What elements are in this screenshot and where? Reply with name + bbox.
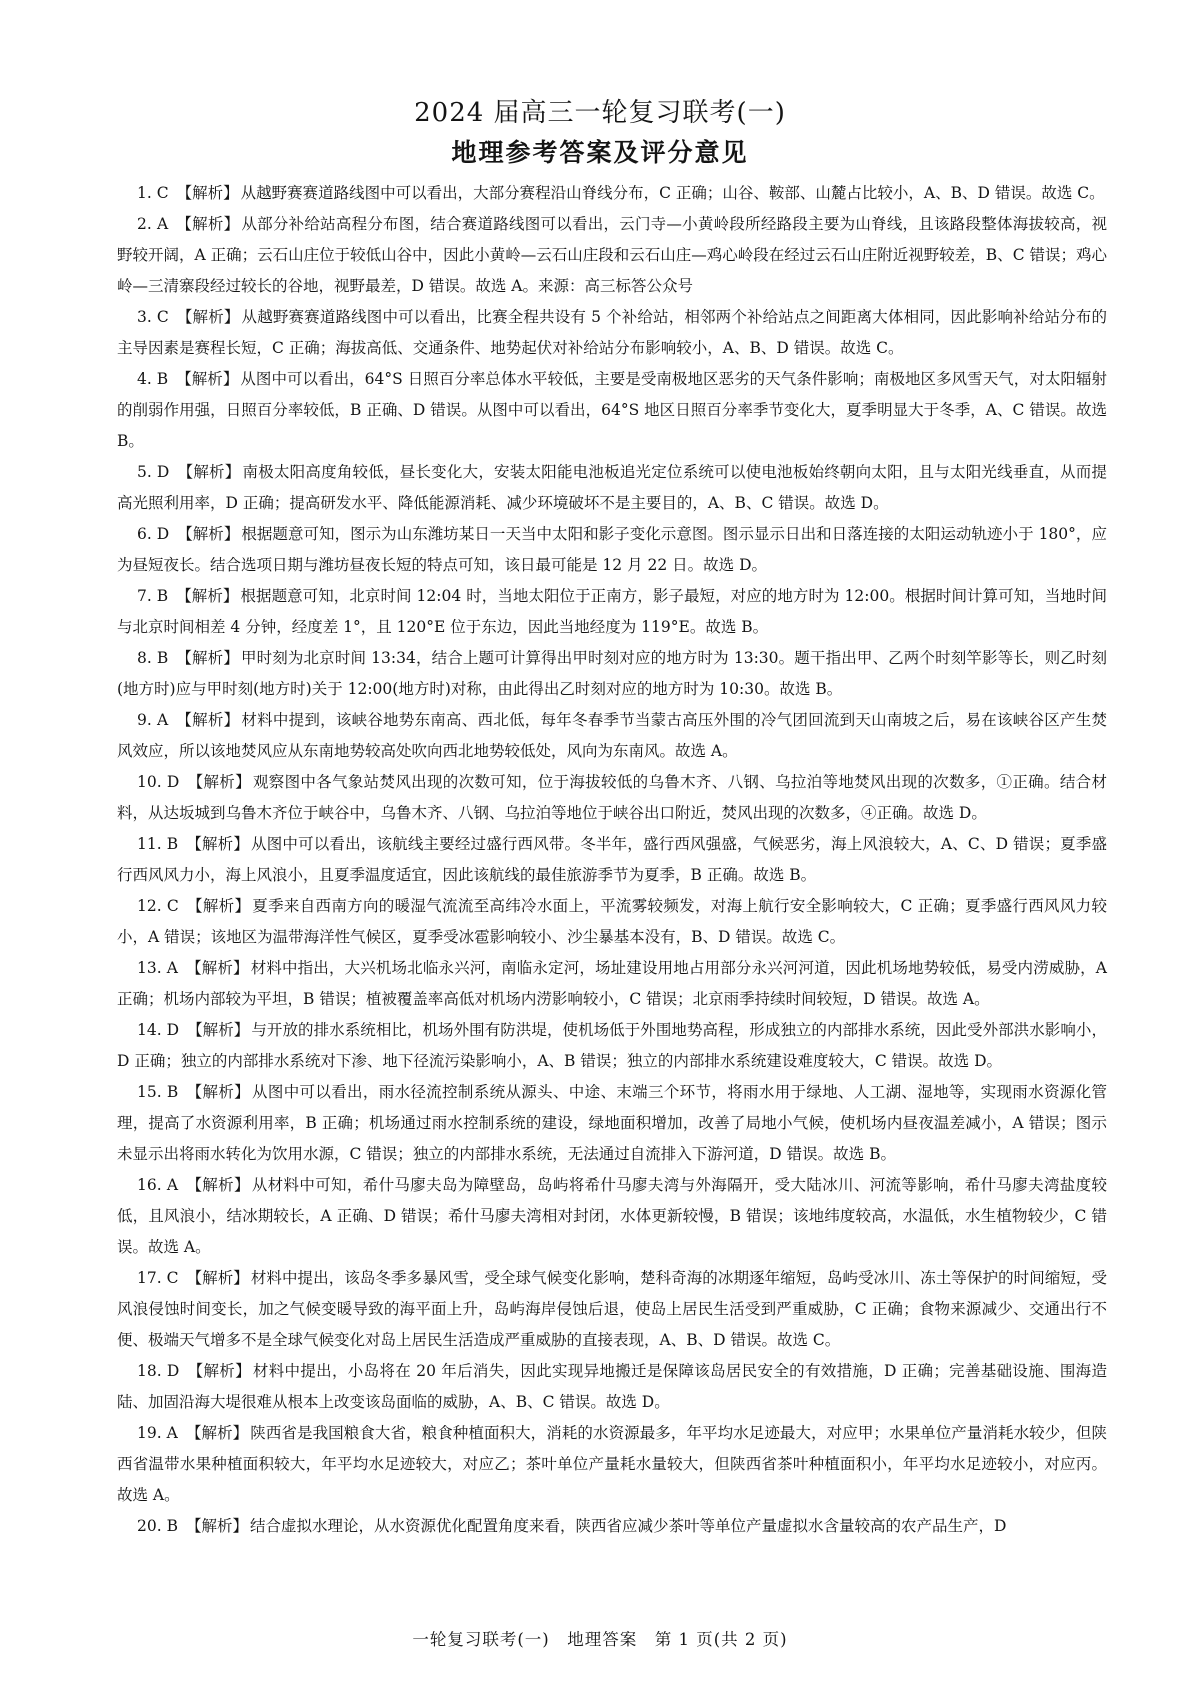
answer-explanation: 夏季来自西南方向的暖湿气流流至高纬冷水面上，平流雾较频发，对海上航行安全影响较大，C 正确；夏季盛行西风风力较小，A 错误；该地区为温带海洋性气候区，夏季受冰雹影响较小、沙尘暴基本没有，B、D 错误。故选 C。	[117, 897, 1107, 946]
answer-number: 1. C	[137, 184, 169, 202]
answer-item	[117, 953, 1107, 1015]
page-subtitle: 地理参考答案及评分意见	[451, 138, 749, 167]
answer-explanation: 从越野赛赛道路线图中可以看出，比赛全程共设有 5 个补给站，相邻两个补给站点之间距离大体相同，因此影响补给站分布的主导因素是赛程长短，C 正确；海拔高低、交通条件、地势起伏对补给站分布影响较小，A、B、D 错误。故选 C。	[117, 308, 1107, 357]
analysis-tag: 【解析】	[186, 835, 250, 853]
answer-item	[117, 1170, 1107, 1263]
answer-item	[117, 364, 1107, 457]
answer-explanation: 与开放的排水系统相比，机场外围有防洪堤，使机场低于外围地势高程，形成独立的内部排水系统，因此受外部洪水影响小，D 正确；独立的内部排水系统对下渗、地下径流污染影响小，A、B 错误；独立的内部排水系统建设难度较大，C 错误。故选 D。	[117, 1021, 1107, 1070]
answer-item	[117, 302, 1107, 364]
analysis-tag: 【解析】	[176, 649, 239, 667]
answer-number: 7. B	[137, 587, 169, 605]
answer-number: 12. C	[137, 897, 179, 915]
answer-item	[117, 1077, 1107, 1170]
analysis-tag: 【解析】	[185, 959, 249, 977]
answer-explanation: 从图中可以看出，该航线主要经过盛行西风带。冬半年，盛行西风强盛，气候恶劣，海上风浪较大，A、C、D 错误；夏季盛行西风风力小，海上风浪小，且夏季温度适宜，因此该航线的最佳旅游季节为夏季，B 正确。故选 B。	[117, 835, 1107, 884]
analysis-tag: 【解析】	[186, 1269, 249, 1287]
answer-explanation: 陕西省是我国粮食大省，粮食种植面积大，消耗的水资源最多，年平均水足迹最大，对应甲；水果单位产量消耗水较少，但陕西省温带水果种植面积较大，年平均水足迹较大，对应乙；茶叶单位产量耗水量较大，但陕西省茶叶种植面积小，年平均水足迹较小，对应丙。故选 A。	[117, 1424, 1107, 1504]
answer-number: 13. A	[137, 959, 178, 977]
answer-explanation: 材料中提到，该峡谷地势东南高、西北低，每年冬春季节当蒙古高压外围的冷气团回流到天山南坡之后，易在该峡谷区产生焚风效应，所以该地焚风应从东南地势较高处吹向西北地势较低处，风向为东南风。故选 A。	[117, 711, 1107, 760]
answer-number: 4. B	[137, 370, 169, 388]
page-title: 2024 届高三一轮复习联考(一)	[414, 98, 786, 128]
answer-item	[117, 178, 1107, 209]
answer-item	[117, 767, 1107, 829]
answer-item	[117, 643, 1107, 705]
analysis-tag: 【解析】	[186, 1176, 250, 1194]
analysis-tag: 【解析】	[185, 1517, 248, 1535]
analysis-tag: 【解析】	[177, 525, 240, 543]
answer-explanation: 从材料中可知，希什马廖夫岛为障壁岛，岛屿将希什马廖夫湾与外海隔开，受大陆冰川、河流等影响，希什马廖夫湾盐度较低，且风浪小，结冰期较长，A 正确、D 错误；希什马廖夫湾相对封闭，水体更新较慢，B 错误；该地纬度较高，水温低，水生植物较少，C 错误。故选 A。	[117, 1176, 1107, 1256]
answer-item	[117, 705, 1107, 767]
analysis-tag: 【解析】	[176, 370, 239, 388]
answer-number: 19. A	[137, 1424, 178, 1442]
analysis-tag: 【解析】	[176, 711, 240, 729]
answer-item	[117, 519, 1107, 581]
answer-explanation: 从图中可以看出，雨水径流控制系统从源头、中途、末端三个环节，将雨水用于绿地、人工湖、湿地等，实现雨水资源化管理，提高了水资源利用率，B 正确；机场通过雨水控制系统的建设，绿地面积增加，改善了局地小气候，使机场内昼夜温差减小，A 错误；图示未显示出将雨水转化为饮用水源，C 错误；独立的内部排水系统，无法通过自流排入下游河道，D 错误。故选 B。	[117, 1083, 1107, 1163]
answer-number: 5. D	[137, 463, 170, 481]
answer-number: 17. C	[137, 1269, 179, 1287]
answer-explanation: 根据题意可知，图示为山东潍坊某日一天当中太阳和影子变化示意图。图示显示日出和日落连接的太阳运动轨迹小于 180°，应为昼短夜长。结合选项日期与潍坊昼夜长短的特点可知，该日最可能是 12 月 22 日。故选 D。	[117, 525, 1107, 574]
answer-item	[117, 1015, 1107, 1077]
answer-number: 8. B	[137, 649, 169, 667]
answer-explanation: 观察图中各气象站焚风出现的次数可知，位于海拔较低的乌鲁木齐、八钢、乌拉泊等地焚风出现的次数多，①正确。结合材料，从达坂城到乌鲁木齐位于峡谷中，乌鲁木齐、八钢、乌拉泊等地位于峡谷出口附近，焚风出现的次数多，④正确。故选 D。	[117, 773, 1107, 822]
analysis-tag: 【解析】	[187, 1362, 251, 1380]
analysis-tag: 【解析】	[176, 184, 239, 202]
analysis-tag: 【解析】	[177, 463, 241, 481]
answer-explanation: 根据题意可知，北京时间 12:04 时，当地太阳位于正南方，影子最短，对应的地方时为 12:00。根据时间计算可知，当地时间与北京时间相差 4 分钟，经度差 1°，且 120°E 位于东边，因此当地经度为 119°E。故选 B。	[117, 587, 1107, 636]
answer-explanation: 结合虚拟水理论，从水资源优化配置角度来看，陕西省应减少茶叶等单位产量虚拟水含量较高的农产品生产，D	[249, 1517, 1007, 1535]
answer-item	[117, 829, 1107, 891]
analysis-tag: 【解析】	[176, 215, 240, 233]
answer-item	[117, 581, 1107, 643]
answer-explanation: 南极太阳高度角较低，昼长变化大，安装太阳能电池板追光定位系统可以使电池板始终朝向太阳，且与太阳光线垂直，从而提高光照利用率，D 正确；提高研发水平、降低能源消耗、减少环境破坏不是主要目的，A、B、C 错误。故选 D。	[117, 463, 1107, 512]
answer-explanation: 甲时刻为北京时间 13:34，结合上题可计算得出甲时刻对应的地方时为 13:30。题干指出甲、乙两个时刻竿影等长，则乙时刻(地方时)应与甲时刻(地方时)关于 12:00(地方时)对称，由此得出乙时刻对应的地方时为 10:30。故选 B。	[117, 649, 1107, 698]
answer-item	[117, 891, 1107, 953]
answer-list	[117, 178, 1107, 1542]
answer-item	[117, 1356, 1107, 1418]
answer-number: 3. C	[137, 308, 169, 326]
answer-number: 9. A	[137, 711, 169, 729]
analysis-tag: 【解析】	[186, 1083, 251, 1101]
answer-number: 6. D	[137, 525, 170, 543]
answer-explanation: 材料中提出，该岛冬季多暴风雪，受全球气候变化影响，楚科奇海的冰期逐年缩短，岛屿受冰川、冻土等保护的时间缩短，受风浪侵蚀时间变长，加之气候变暖导致的海平面上升，岛屿海岸侵蚀后退，使岛上居民生活受到严重威胁，C 正确；食物来源减少、交通出行不便、极端天气增多不是全球气候变化对岛上居民生活造成严重威胁的直接表现，A、B、D 错误。故选 C。	[117, 1269, 1107, 1349]
analysis-tag: 【解析】	[186, 897, 251, 915]
answer-explanation: 从图中可以看出，64°S 日照百分率总体水平较低，主要是受南极地区恶劣的天气条件影响；南极地区多风雪天气，对太阳辐射的削弱作用强，日照百分率较低，B 正确、D 错误。从图中可以看出，64°S 地区日照百分率季节变化大，夏季明显大于冬季，A、C 错误。故选 B。	[117, 370, 1107, 450]
answer-item	[117, 1418, 1107, 1511]
answer-number: 20. B	[137, 1517, 178, 1535]
answer-explanation: 从越野赛赛道路线图中可以看出，大部分赛程沿山脊线分布，C 正确；山谷、鞍部、山麓占比较小，A、B、D 错误。故选 C。	[240, 184, 1105, 202]
answer-number: 18. D	[137, 1362, 180, 1380]
analysis-tag: 【解析】	[176, 308, 240, 326]
answer-item	[117, 1263, 1107, 1356]
analysis-tag: 【解析】	[187, 773, 251, 791]
analysis-tag: 【解析】	[187, 1021, 250, 1039]
answer-number: 16. A	[137, 1176, 179, 1194]
answer-number: 2. A	[137, 215, 169, 233]
answer-item	[117, 457, 1107, 519]
answer-explanation: 从部分补给站高程分布图，结合赛道路线图可以看出，云门寺—小黄岭段所经路段主要为山脊线，且该路段整体海拔较高，视野较开阔，A 正确；云石山庄位于较低山谷中，因此小黄岭—云石山庄段和云石山庄—鸡心岭段在经过云石山庄附近视野较差，B、C 错误；鸡心岭—三清寨段经过较长的谷地，视野最差，D 错误。故选 A。来源：高三标答公众号	[117, 215, 1107, 295]
answer-number: 14. D	[137, 1021, 180, 1039]
analysis-tag: 【解析】	[185, 1424, 249, 1442]
page-footer: 一轮复习联考(一) 地理答案 第 1 页(共 2 页)	[412, 1630, 788, 1649]
answer-item	[117, 1511, 1107, 1542]
answer-number: 10. D	[137, 773, 180, 791]
answer-explanation: 材料中指出，大兴机场北临永兴河，南临永定河，场址建设用地占用部分永兴河河道，因此机场地势较低，易受内涝威胁，A 正确；机场内部较为平坦，B 错误；植被覆盖率高低对机场内涝影响较小，C 错误；北京雨季持续时间较短，D 错误。故选 A。	[117, 959, 1107, 1008]
analysis-tag: 【解析】	[176, 587, 239, 605]
answer-item	[117, 209, 1107, 302]
answer-explanation: 材料中提出，小岛将在 20 年后消失，因此实现异地搬迁是保障该岛居民安全的有效措施，D 正确；完善基础设施、围海造陆、加固沿海大堤很难从根本上改变该岛面临的威胁，A、B、C 错误。故选 D。	[117, 1362, 1107, 1411]
answer-number: 15. B	[137, 1083, 179, 1101]
answer-number: 11. B	[137, 835, 179, 853]
